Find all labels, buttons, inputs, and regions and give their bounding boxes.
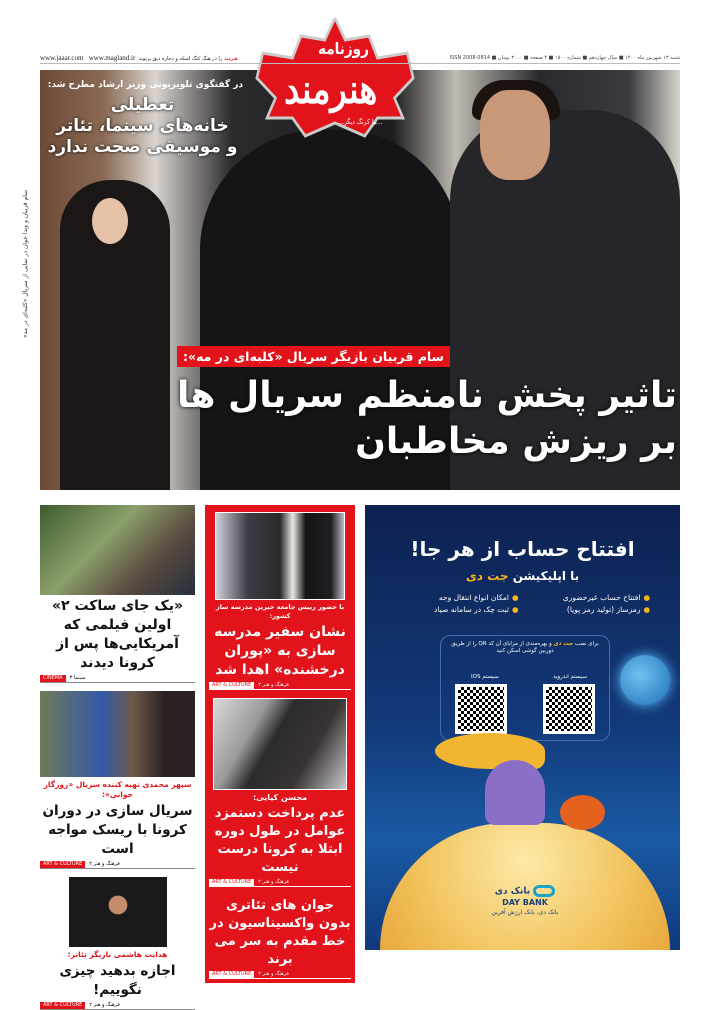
logo-main-text: هنرمند <box>284 65 378 113</box>
news-story <box>209 895 351 979</box>
bank-slogan: بانک دی، بانک ارزش آفرین <box>491 908 559 916</box>
story-headline[interactable]: سریال سازی در دوران کرونا با ریسک مواجه است <box>42 803 193 857</box>
website-link[interactable]: www.magland.ir <box>88 54 136 62</box>
hero-side-kicker: در گفتگوی تلویزیونی وزیر ارشاد مطرح شد: <box>47 80 243 90</box>
qr-code-ios[interactable] <box>455 684 507 734</box>
ad-subtitle: با اپلیکیشن جت دی <box>465 569 580 583</box>
story-headline[interactable]: اجازه بدهید چیزی نگوییم! <box>59 963 176 998</box>
news-story <box>209 698 351 887</box>
photo-caption: سام قربیان و ویدا جوان در نمایی از سریال «کلبه‌ای در مه» <box>22 190 29 339</box>
bank-logo-icon <box>533 885 555 897</box>
story-footer <box>40 675 195 683</box>
headline-line: تعطیلی <box>110 95 175 115</box>
lead-kicker: سام قربیان بازیگر سریال «کلبه‌ای در مه»: <box>177 346 450 367</box>
page-ref[interactable]: فرهنگ و هنر ۲ <box>89 1002 120 1008</box>
news-story <box>40 877 195 1010</box>
ad-title: افتتاح حساب از هر جا! <box>410 537 635 561</box>
section-label: ART & CULTURE <box>209 682 254 689</box>
left-news-column <box>40 505 195 1010</box>
story-footer <box>209 971 351 979</box>
story-kicker: با حضور رییس جامعه خیرین مدرسه ساز کشور: <box>215 603 345 620</box>
app-name: جت دی <box>465 569 509 583</box>
page-ref[interactable]: فرهنگ و هنر ۲ <box>258 971 289 977</box>
story-kicker: هدایت هاشمی بازیگر تئاتر: <box>67 950 168 959</box>
story-headline[interactable]: «یک جای ساکت ۲» اولین فیلمی که آمریکایی‌ها پس از کرونا دیدند <box>51 598 183 671</box>
story-photo <box>40 691 195 777</box>
section-label: ART & CULTURE <box>40 861 85 868</box>
page-ref[interactable]: فرهنگ و هنر ۲ <box>89 861 120 867</box>
feature-item: ● رمزساز (تولید رمز پویا) <box>527 605 651 614</box>
story-photo <box>213 698 347 790</box>
story-photo <box>40 505 195 595</box>
lead-headline[interactable] <box>177 373 677 465</box>
bank-advertisement[interactable] <box>365 505 680 950</box>
logo-top-text: روزنامه <box>318 39 369 59</box>
red-news-column <box>205 505 355 983</box>
section-label: CINEMA <box>40 675 66 682</box>
masthead-bar <box>40 52 680 64</box>
qr-label: سیستم اندروید <box>553 674 587 680</box>
story-footer <box>40 1002 195 1010</box>
tagline: را در هنگ کنگ اشکه و دجاره دیق پرتوید <box>138 56 223 62</box>
qr-panel <box>440 635 610 741</box>
news-story <box>40 691 195 869</box>
section-label: ART & CULTURE <box>40 1002 85 1009</box>
headline-line: تاثیر پخش نامنظم سریال ها <box>177 375 677 416</box>
logo-slogan: ...بیا کرنگ دیگر... <box>338 117 383 127</box>
feature-item: ● امکان انواع انتقال وجه <box>395 593 519 602</box>
story-footer <box>209 682 351 690</box>
story-footer <box>40 861 195 869</box>
section-label: ART & CULTURE <box>209 879 254 886</box>
feature-item: ● ثبت چک در سامانه صیاد <box>395 605 519 614</box>
qr-label: سیستم IOS <box>471 674 499 680</box>
newspaper-logo <box>250 18 420 143</box>
hero-side-story <box>40 80 245 158</box>
bank-logo: بانک دی DAY BANK بانک دی، بانک ارزش آفرین <box>450 885 600 917</box>
website-links <box>40 54 240 62</box>
news-story <box>209 512 351 690</box>
ad-features <box>395 593 650 614</box>
lead-story <box>177 346 679 465</box>
issue-info: شنبه ۱۳ شهریور ماه ۱۴۰۰ ■ سال چهاردهم ■ شماره ۱۵۰۰ ■ ۴ صفحه ■ ۳۰۰۰ تومان ■ ISSN 2008-0814 <box>449 55 680 61</box>
earth-illustration <box>620 655 670 705</box>
news-story <box>40 505 195 683</box>
feature-item: ● افتتاح حساب غیرحضوری <box>527 593 651 602</box>
page-ref[interactable]: فرهنگ و هنر ۲ <box>258 879 289 885</box>
story-headline[interactable]: نشان سفیر مدرسه سازی به «پوران درخشنده» اهدا شد <box>214 624 346 678</box>
headline-line: بر ریزش مخاطبان <box>355 421 677 462</box>
website-link[interactable]: www.jaaar.com <box>40 54 84 62</box>
fox-illustration <box>560 795 605 830</box>
story-headline[interactable]: عدم پرداخت دستمزد عوامل در طول دوره ابتلا به کرونا درست نیست <box>214 806 346 875</box>
story-photo <box>215 512 345 600</box>
story-photo <box>69 877 167 947</box>
page-ref[interactable]: سینما ۳ <box>69 675 86 681</box>
page-ref[interactable]: فرهنگ و هنر ۲ <box>258 682 289 688</box>
story-footer <box>209 879 351 887</box>
story-headline[interactable]: جوان های تئاتری بدون واکسیناسیون در خط مقدم به سر می برند <box>209 898 351 967</box>
tagline-brand: هنرمند <box>223 56 238 62</box>
headline-line: و موسیقی صحت ندارد <box>47 137 238 157</box>
headline-line: خانه‌های سینما، تئاتر <box>56 116 229 136</box>
hero-side-headline[interactable] <box>40 95 245 158</box>
story-kicker: محسن کیایی: <box>252 793 308 802</box>
section-label: ART & CULTURE <box>209 971 254 978</box>
prince-illustration <box>485 760 545 825</box>
qr-code-android[interactable] <box>543 684 595 734</box>
story-kicker: سپهر محمدی تهیه کننده سریال «روزگار جوانی»: <box>43 780 192 799</box>
qr-instructions: برای نصب جت دی و بهره‌مندی از مزایای آن کد QR را از طریق دوربین گوشی اسکن کنید <box>451 641 599 654</box>
